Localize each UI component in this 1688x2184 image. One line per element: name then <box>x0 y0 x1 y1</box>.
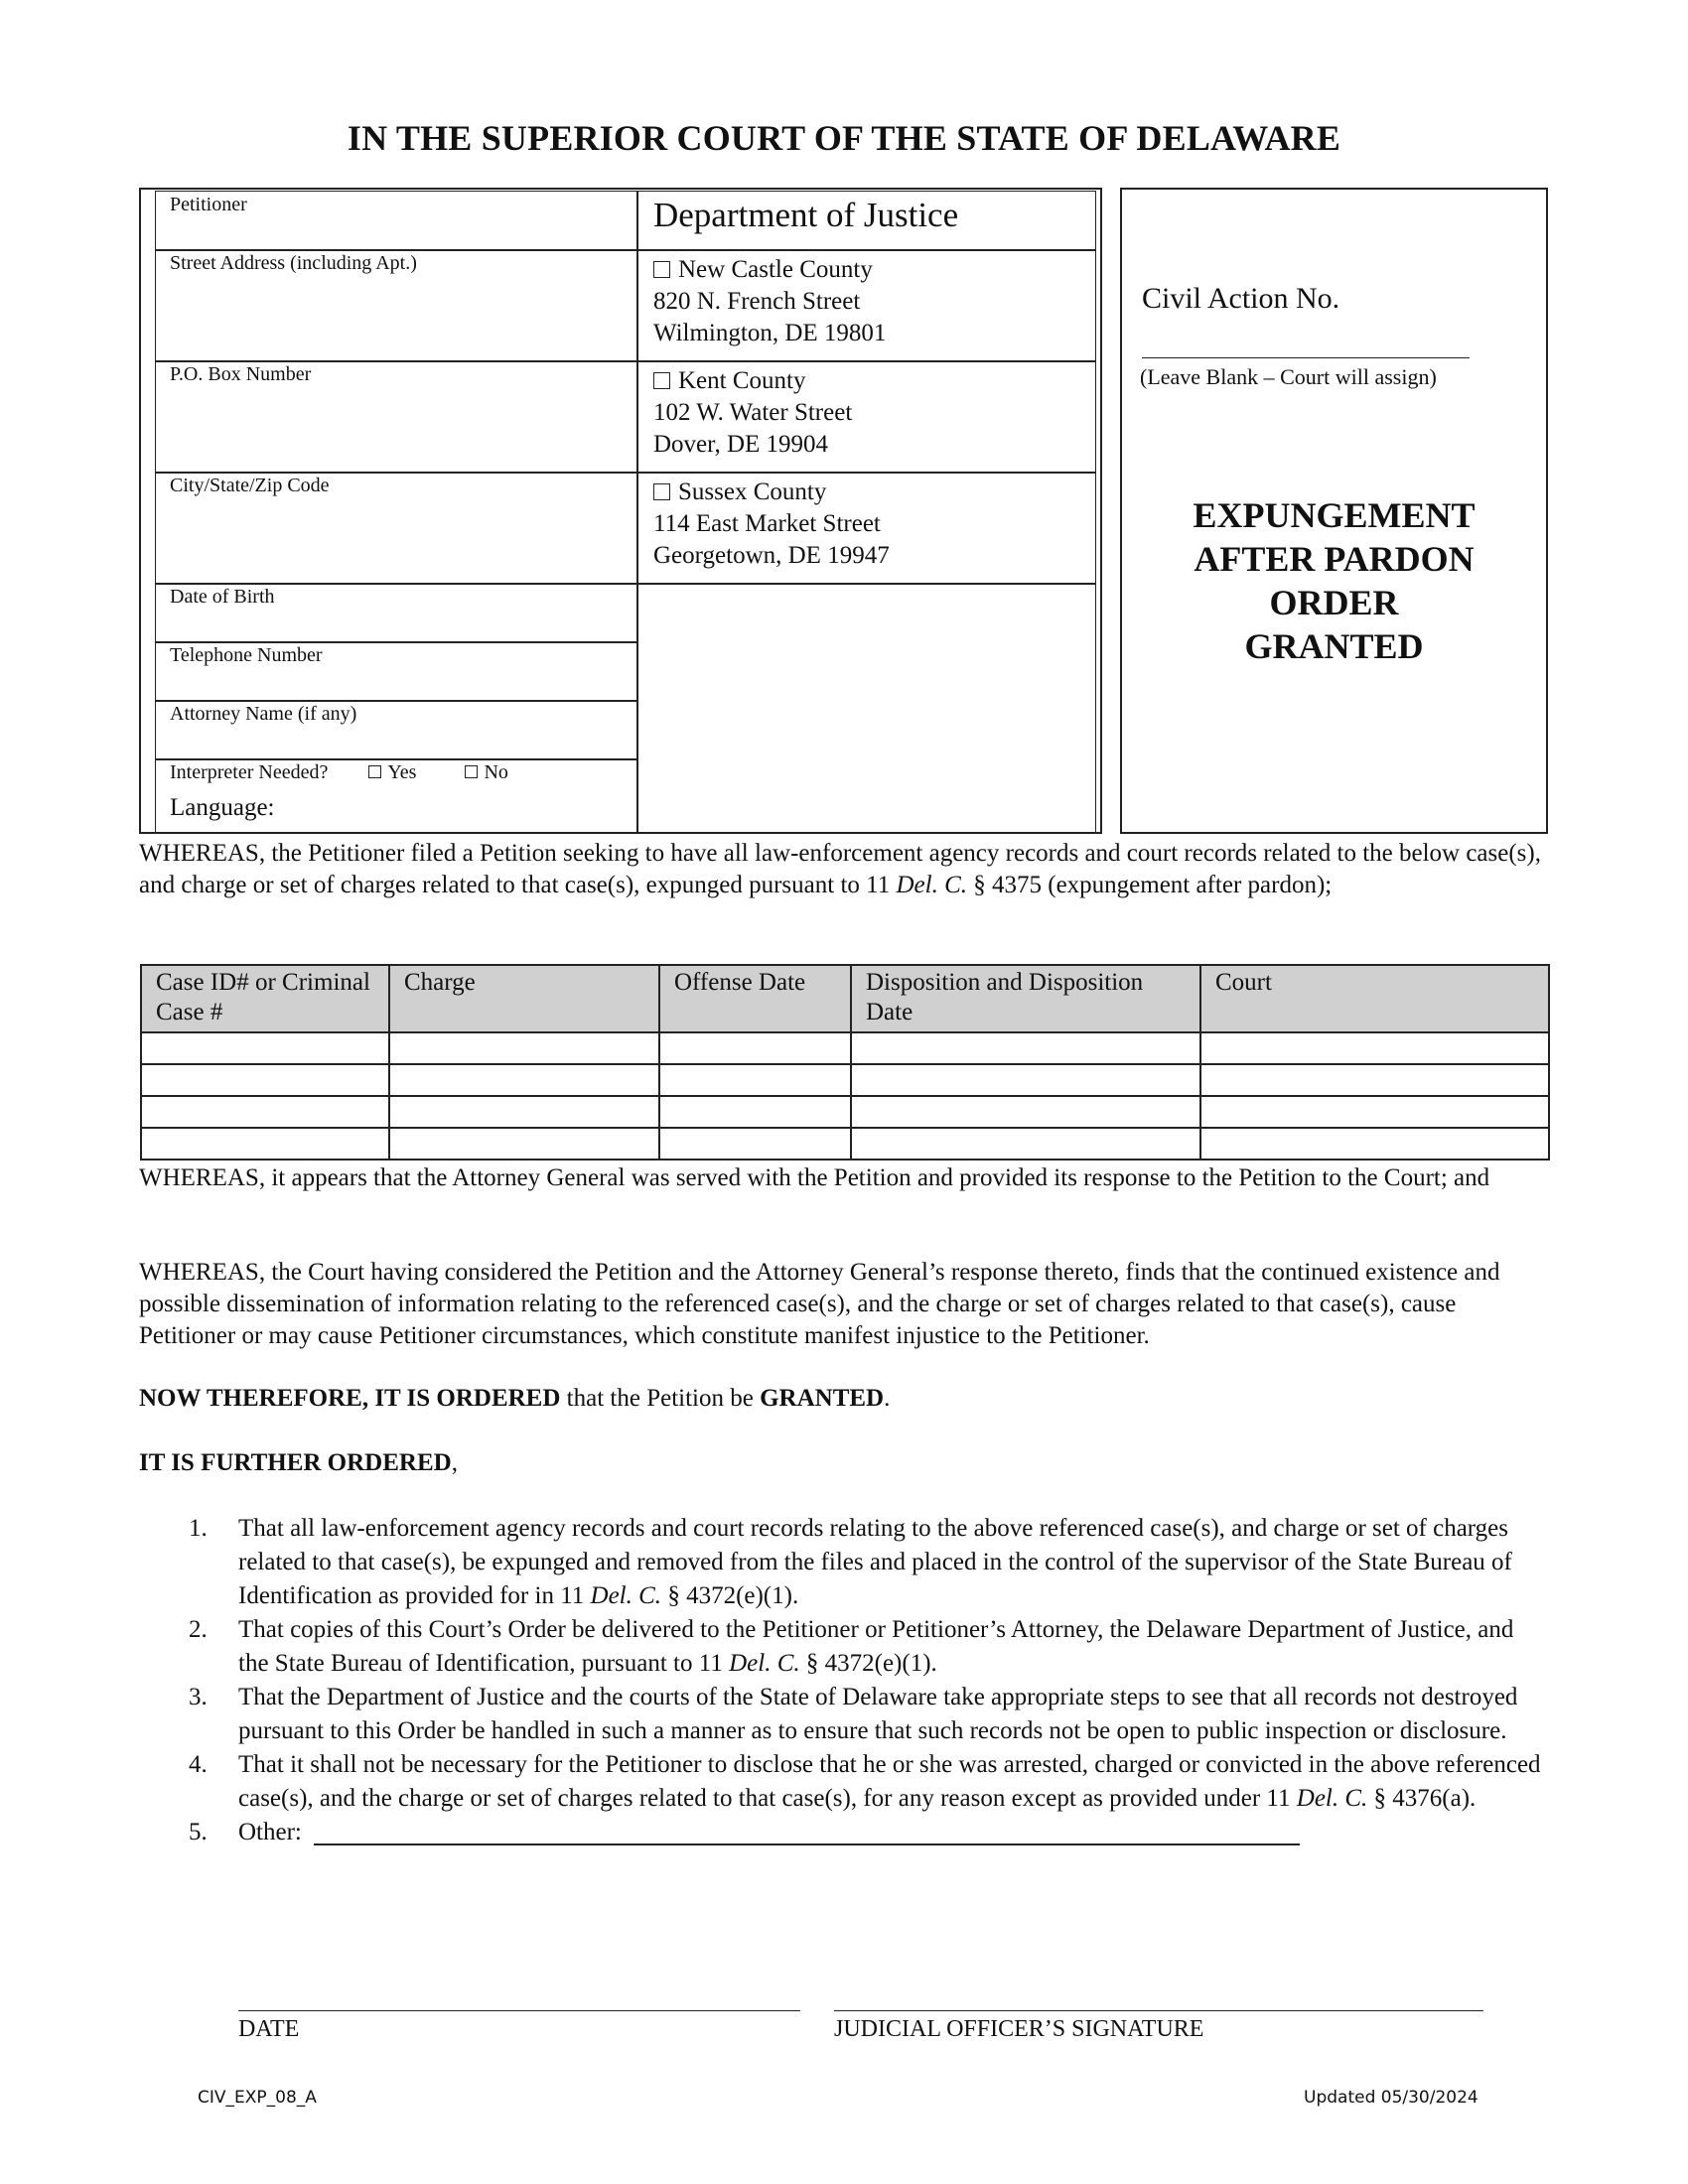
further-bold: IT IS FURTHER ORDERED <box>139 1449 452 1476</box>
table-cell[interactable] <box>851 1128 1200 1160</box>
interpreter-field <box>155 758 638 834</box>
table-cell[interactable] <box>141 1128 389 1160</box>
citation: Del. C. <box>590 1582 662 1609</box>
respondent-name: Department of Justice <box>653 196 959 234</box>
table-cell[interactable] <box>659 1032 851 1064</box>
text: § 4375 (expungement after pardon); <box>967 872 1333 898</box>
date-label: DATE <box>238 2016 300 2042</box>
col-offense-date: Offense Date <box>659 965 851 1032</box>
list-item <box>139 1748 1549 1816</box>
document-title-line: AFTER PARDON <box>1194 539 1475 579</box>
table-row <box>141 1032 1549 1064</box>
table-cell[interactable] <box>141 1064 389 1096</box>
county-street: 102 W. Water Street <box>653 399 853 426</box>
table-cell[interactable] <box>659 1096 851 1128</box>
table-cell[interactable] <box>389 1128 659 1160</box>
table-row <box>141 1096 1549 1128</box>
county-city: Georgetown, DE 19947 <box>653 542 890 569</box>
col-charge: Charge <box>389 965 659 1032</box>
item-number: 3. <box>189 1684 208 1710</box>
table-cell[interactable] <box>1200 1096 1549 1128</box>
kent-checkbox[interactable] <box>653 372 670 389</box>
civil-action-label: Civil Action No. <box>1142 282 1340 315</box>
citation: Del. C. <box>729 1650 800 1677</box>
no-checkbox[interactable] <box>465 765 478 778</box>
text: § 4376(a). <box>1367 1785 1477 1812</box>
petitioner-field[interactable] <box>155 191 638 251</box>
document-title-line: ORDER <box>1269 583 1399 622</box>
form-id: CIV_EXP_08_A <box>198 2088 317 2108</box>
order-list <box>139 1512 1549 1849</box>
county-street: 820 N. French Street <box>653 288 861 315</box>
table-cell[interactable] <box>1200 1032 1549 1064</box>
city-state-zip-field[interactable] <box>155 472 638 585</box>
no-label: No <box>484 761 508 783</box>
county-kent <box>636 360 1096 474</box>
dob-label: Date of Birth <box>170 586 275 608</box>
yes-label: Yes <box>387 761 417 783</box>
county-city: Dover, DE 19904 <box>653 431 829 458</box>
sussex-checkbox[interactable] <box>653 483 670 500</box>
order-bold: NOW THEREFORE, IT IS ORDERED <box>139 1385 561 1412</box>
table-cell[interactable] <box>1200 1128 1549 1160</box>
document-title-line: EXPUNGEMENT <box>1193 495 1476 535</box>
yes-checkbox[interactable] <box>368 765 381 778</box>
street-address-field[interactable] <box>155 249 638 362</box>
case-table <box>140 964 1550 1160</box>
other-input-line[interactable] <box>314 1820 1300 1845</box>
table-row <box>141 1128 1549 1160</box>
list-item <box>139 1512 1549 1613</box>
interpreter-yes-option[interactable] <box>368 761 416 783</box>
table-cell[interactable] <box>389 1096 659 1128</box>
text: § 4372(e)(1). <box>799 1650 937 1677</box>
county-name: Kent County <box>678 367 806 394</box>
new-castle-checkbox[interactable] <box>653 261 670 278</box>
text: § 4372(e)(1). <box>661 1582 799 1609</box>
whereas-court-findings-paragraph: WHEREAS, the Court having considered the Petition and the Attorney General’s response thereto, finds that the continued existence and possible dissemination of information relating to the referenced case(s), and the charge or set of charges related to that case(s), cause Petitioner or may cause Petitioner circumstances, which constitute manifest injustice to the Petitioner. <box>139 1259 1500 1349</box>
item-number: 5. <box>189 1819 208 1845</box>
col-case-id: Case ID# or Criminal Case # <box>141 965 389 1032</box>
citation: Del. C. <box>896 872 967 898</box>
list-item <box>139 1613 1549 1681</box>
text: , <box>451 1449 458 1476</box>
petitioner-label: Petitioner <box>170 194 247 215</box>
further-ordered-heading <box>139 1447 1549 1479</box>
order-paragraph <box>139 1383 1549 1415</box>
updated-date: Updated 05/30/2024 <box>1304 2088 1478 2108</box>
case-table-header <box>141 965 1549 1032</box>
interpreter-no-option[interactable] <box>465 761 507 783</box>
col-disposition: Disposition and Disposition Date <box>851 965 1200 1032</box>
signature-line[interactable] <box>834 2010 1483 2011</box>
text: That all law-enforcement agency records and court records relating to the above referenced case(s), and charge or set of charges related to that case(s), be expunged and removed from the files and placed in the control of the supervisor of the State Bureau of Identification as provided for in 11 <box>238 1515 1512 1609</box>
leave-blank-note: (Leave Blank – Court will assign) <box>1140 364 1437 389</box>
citation: Del. C. <box>1296 1785 1368 1812</box>
interpreter-label: Interpreter Needed? <box>170 761 329 783</box>
granted-bold: GRANTED <box>760 1385 885 1412</box>
document-title <box>1120 493 1548 668</box>
document-title-line: GRANTED <box>1244 626 1424 666</box>
table-cell[interactable] <box>1200 1064 1549 1096</box>
table-cell[interactable] <box>389 1064 659 1096</box>
caption-grid <box>155 191 1096 834</box>
county-name: New Castle County <box>678 256 873 283</box>
list-item-other <box>139 1816 1549 1849</box>
other-label: Other: <box>238 1819 302 1845</box>
list-item <box>139 1681 1549 1748</box>
text: . <box>884 1385 891 1412</box>
col-court: Court <box>1200 965 1549 1032</box>
county-sussex <box>636 472 1096 585</box>
table-cell[interactable] <box>141 1032 389 1064</box>
item-number: 2. <box>189 1616 208 1643</box>
text: WHEREAS, the Petitioner filed a Petition seeking to have all law-enforcement agency records and court records related to the below case(s), and charge or set of charges related to that case(s), expunged pursuant to 11 <box>139 840 1541 898</box>
civil-action-number-field[interactable] <box>1142 357 1470 358</box>
item-number: 1. <box>189 1515 208 1542</box>
text: That the Department of Justice and the courts of the State of Delaware take appropriate steps to see that all records not destroyed pursuant to this Order be handled in such a manner as to ensure that such records not be open to public inspection or disclosure. <box>238 1684 1518 1744</box>
table-cell[interactable] <box>659 1128 851 1160</box>
county-city: Wilmington, DE 19801 <box>653 320 887 346</box>
text: That copies of this Court’s Order be delivered to the Petitioner or Petitioner’s Attorney, the Delaware Department of Justice, and the State Bureau of Identification, pursuant to 11 <box>238 1616 1514 1677</box>
county-name: Sussex County <box>678 478 827 505</box>
county-new-castle <box>636 249 1096 362</box>
po-box-label: P.O. Box Number <box>170 363 312 385</box>
po-box-field[interactable] <box>155 360 638 474</box>
whereas-petition-paragraph <box>139 838 1549 901</box>
table-cell[interactable] <box>851 1064 1200 1096</box>
table-cell[interactable] <box>141 1096 389 1128</box>
telephone-field[interactable] <box>155 641 638 702</box>
dob-field[interactable] <box>155 583 638 643</box>
signature-label: JUDICIAL OFFICER’S SIGNATURE <box>834 2016 1204 2042</box>
item-number: 4. <box>189 1751 208 1778</box>
whereas-attorney-general-paragraph: WHEREAS, it appears that the Attorney General was served with the Petition and provided its response to the Petition to the Court; and <box>139 1164 1490 1191</box>
text: That it shall not be necessary for the Petitioner to disclose that he or she was arrested, charged or convicted in the above referenced case(s), and the charge or set of charges related to that case(s), for any reason except as provided under 11 <box>238 1751 1541 1812</box>
attorney-field[interactable] <box>155 700 638 760</box>
city-state-zip-label: City/State/Zip Code <box>170 475 330 496</box>
street-address-label: Street Address (including Apt.) <box>170 252 417 274</box>
attorney-label: Attorney Name (if any) <box>170 703 357 725</box>
blank-cell <box>636 583 1096 834</box>
date-line[interactable] <box>238 2010 800 2011</box>
language-label[interactable]: Language: <box>170 794 275 821</box>
county-street: 114 East Market Street <box>653 510 881 537</box>
court-title: IN THE SUPERIOR COURT OF THE STATE OF DELAWARE <box>347 118 1341 158</box>
table-cell[interactable] <box>851 1032 1200 1064</box>
respondent-cell <box>636 191 1096 251</box>
table-row <box>141 1064 1549 1096</box>
table-cell[interactable] <box>659 1064 851 1096</box>
table-cell[interactable] <box>389 1032 659 1064</box>
table-cell[interactable] <box>851 1096 1200 1128</box>
telephone-label: Telephone Number <box>170 644 323 666</box>
text: that the Petition be <box>560 1385 761 1412</box>
